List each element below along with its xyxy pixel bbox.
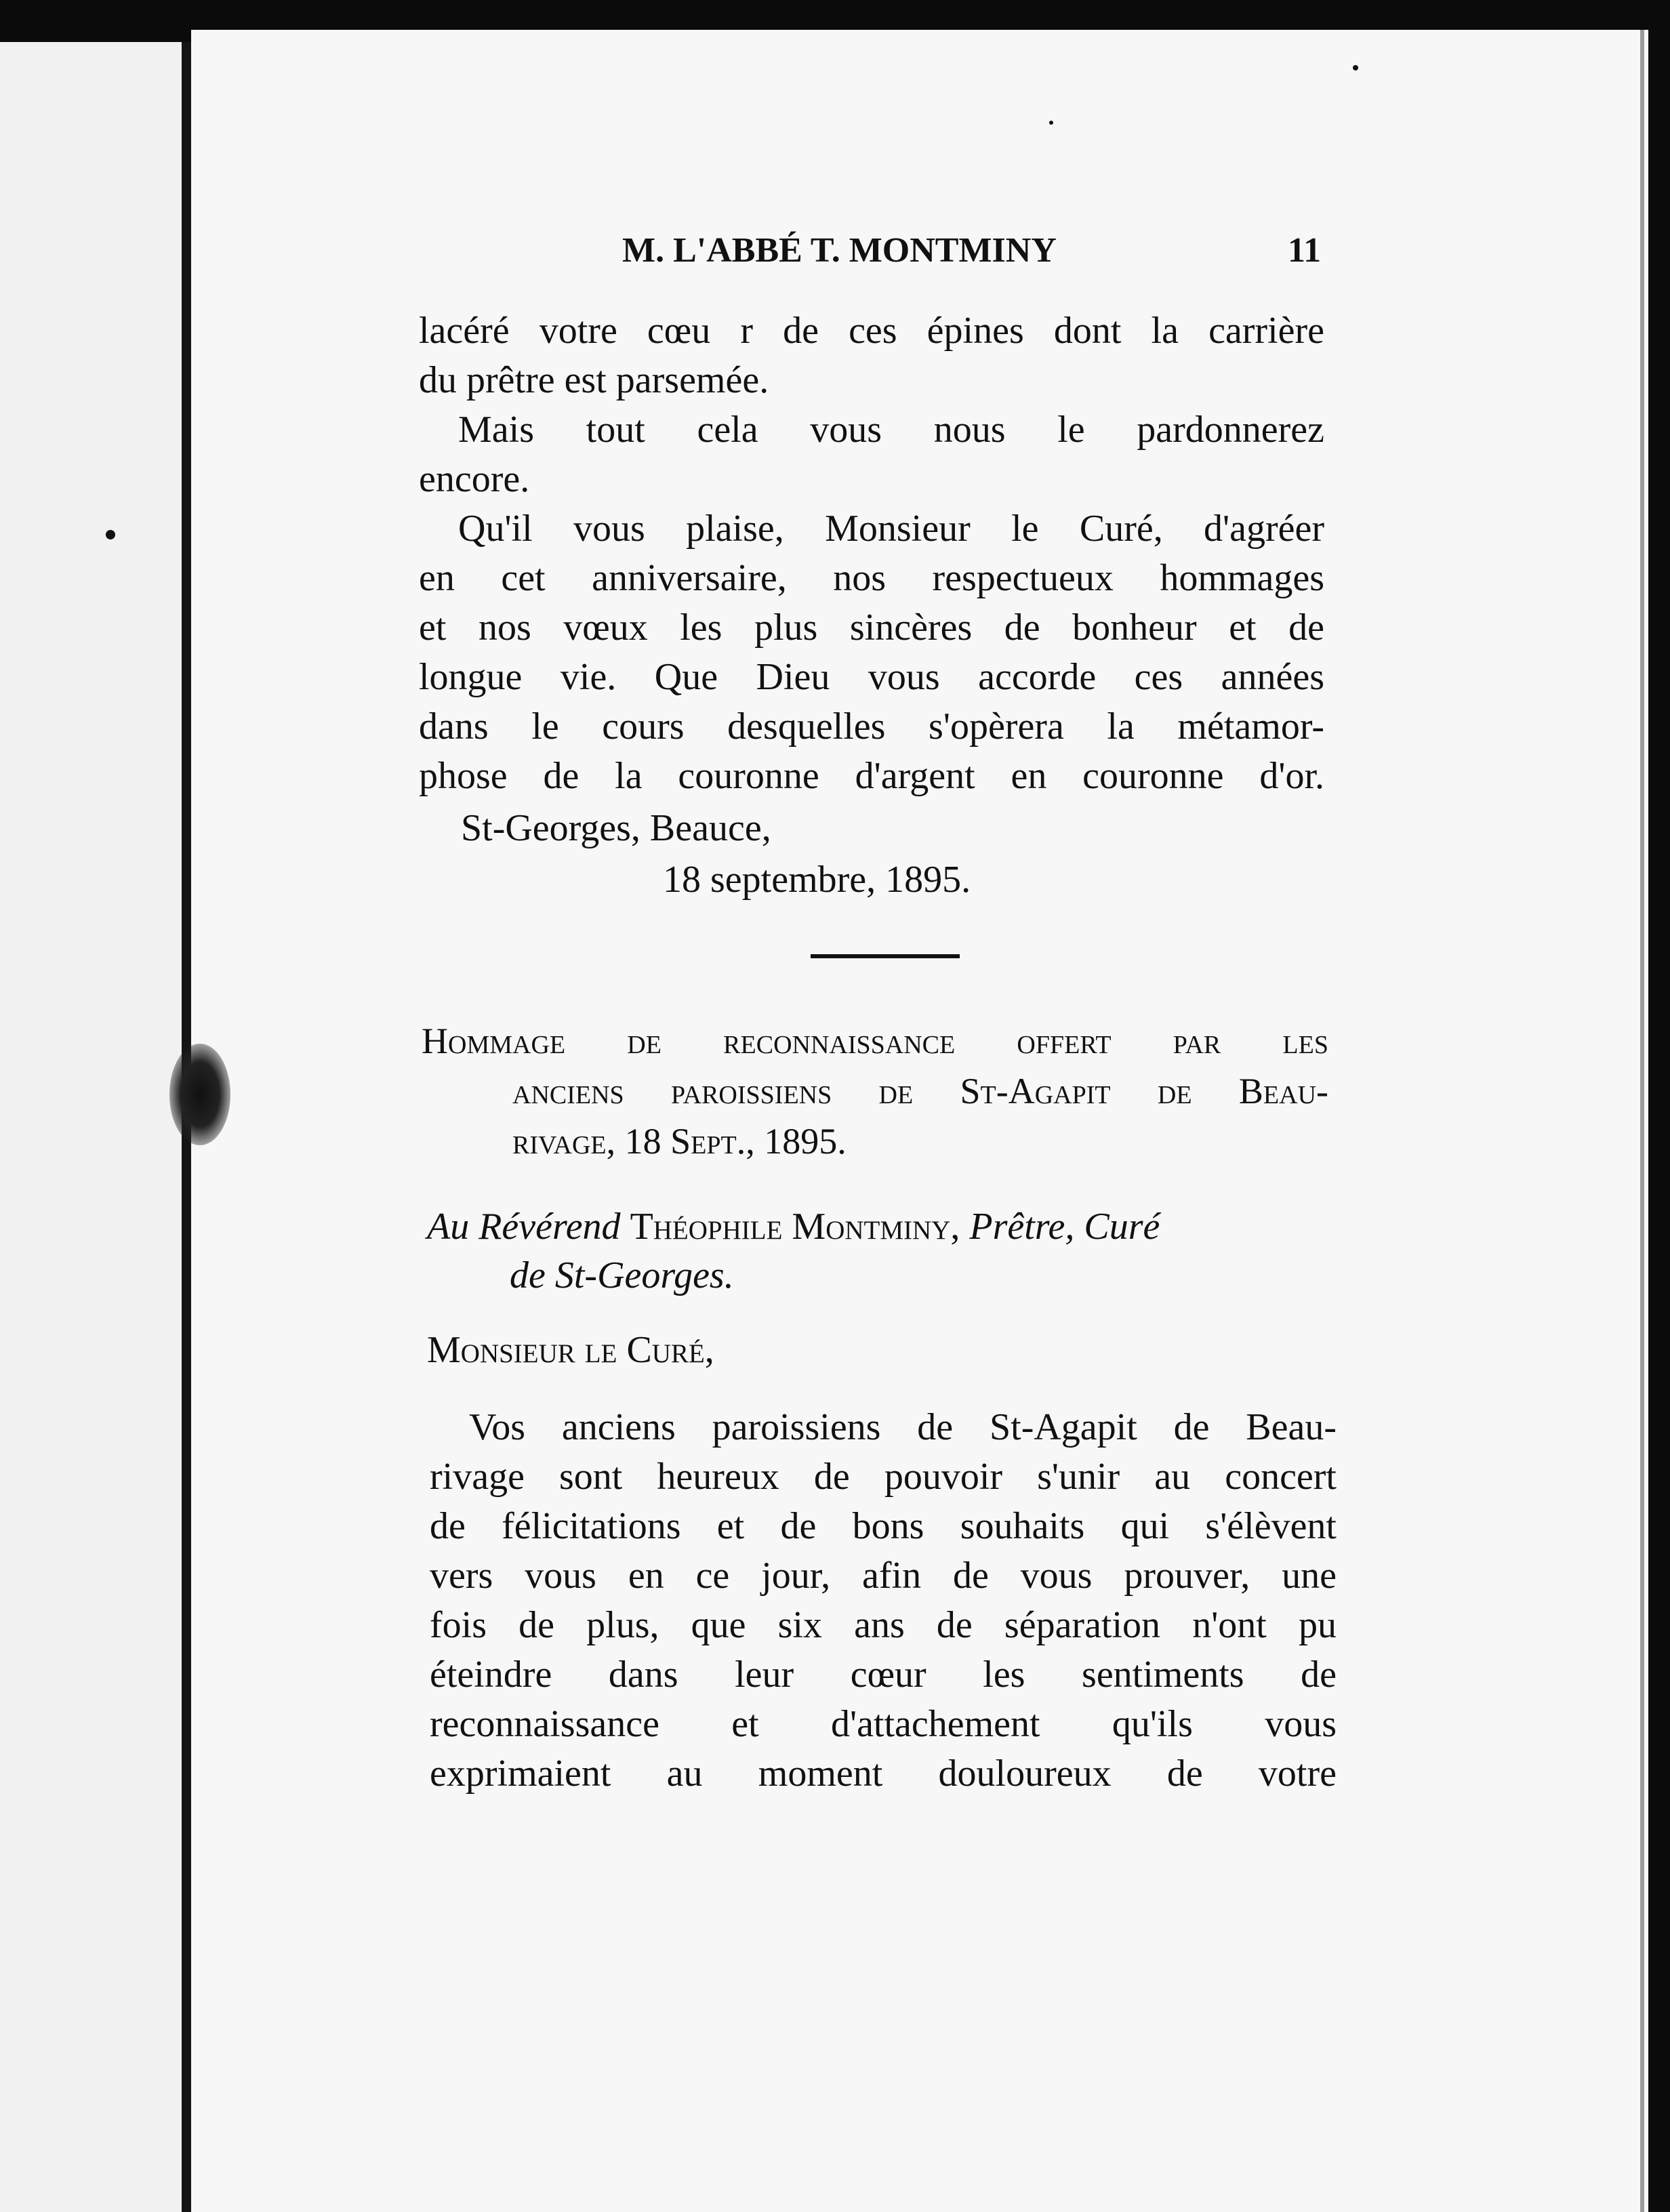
text-line: lacéré votre cœu r de ces épines dont la carrière <box>419 310 1324 352</box>
text-line: Mais tout cela vous nous le pardonnerez <box>458 409 1324 451</box>
text-line: de félicitations et de bons souhaits qui s'élèvent <box>430 1505 1337 1547</box>
text-line: et nos vœux les plus sincères de bonheur et de <box>419 607 1324 649</box>
ink-speck <box>1353 65 1358 70</box>
address-prefix: Au Révérend <box>427 1206 621 1248</box>
right-border <box>1648 0 1670 2212</box>
section-rule <box>811 954 960 958</box>
text-line: rivage sont heureux de pouvoir s'unir au concert <box>430 1456 1337 1498</box>
signoff-place: St-Georges, Beauce, <box>461 807 771 849</box>
text-line: Vos anciens paroissiens de St-Agapit de Beau- <box>469 1406 1337 1448</box>
text-line: reconnaissance et d'attachement qu'ils vous <box>430 1703 1337 1745</box>
page-number: 11 <box>1288 231 1322 270</box>
ink-speck <box>106 530 115 539</box>
salutation: Monsieur le Curé, <box>427 1329 714 1371</box>
text-line: exprimaient au moment douloureux de votre <box>430 1753 1337 1795</box>
text-line: encore. <box>419 458 530 500</box>
address-line-2: de St-Georges. <box>510 1254 734 1296</box>
address-name: Théophile Montminy, <box>630 1206 960 1248</box>
address-title: Prêtre, Curé <box>969 1206 1160 1248</box>
text-line: éteindre dans leur cœur les sentiments de <box>430 1654 1337 1696</box>
section-heading-line: Hommage de reconnaissance offert par les <box>422 1021 1328 1061</box>
text-line: vers vous en ce jour, afin de vous prouver, une <box>430 1555 1337 1597</box>
binding-stain <box>169 1044 230 1145</box>
text-line: dans le cours desquelles s'opèrera la métamor- <box>419 705 1324 747</box>
section-heading-line: rivage, 18 Sept., 1895. <box>512 1121 847 1162</box>
text-line: Qu'il vous plaise, Monsieur le Curé, d'agréer <box>458 508 1324 550</box>
text-line: en cet anniversaire, nos respectueux hommages <box>419 557 1324 599</box>
text-line: du prêtre est parsemée. <box>419 359 769 401</box>
running-title: M. L'ABBÉ T. MONTMINY <box>622 231 1057 270</box>
section-heading-line: anciens paroissiens de St-Agapit de Beau- <box>512 1071 1328 1111</box>
book-page <box>191 30 1648 2212</box>
text-line: longue vie. Que Dieu vous accorde ces années <box>419 656 1324 698</box>
text-line: fois de plus, que six ans de séparation n'ont pu <box>430 1604 1337 1646</box>
text-line: phose de la couronne d'argent en couronne d'or. <box>419 755 1324 797</box>
previous-leaf-edge <box>0 42 182 2212</box>
address-line <box>427 1202 1328 1252</box>
ink-speck <box>1049 121 1053 125</box>
page-edge-line <box>1640 30 1644 2212</box>
signoff-date: 18 septembre, 1895. <box>663 859 971 901</box>
